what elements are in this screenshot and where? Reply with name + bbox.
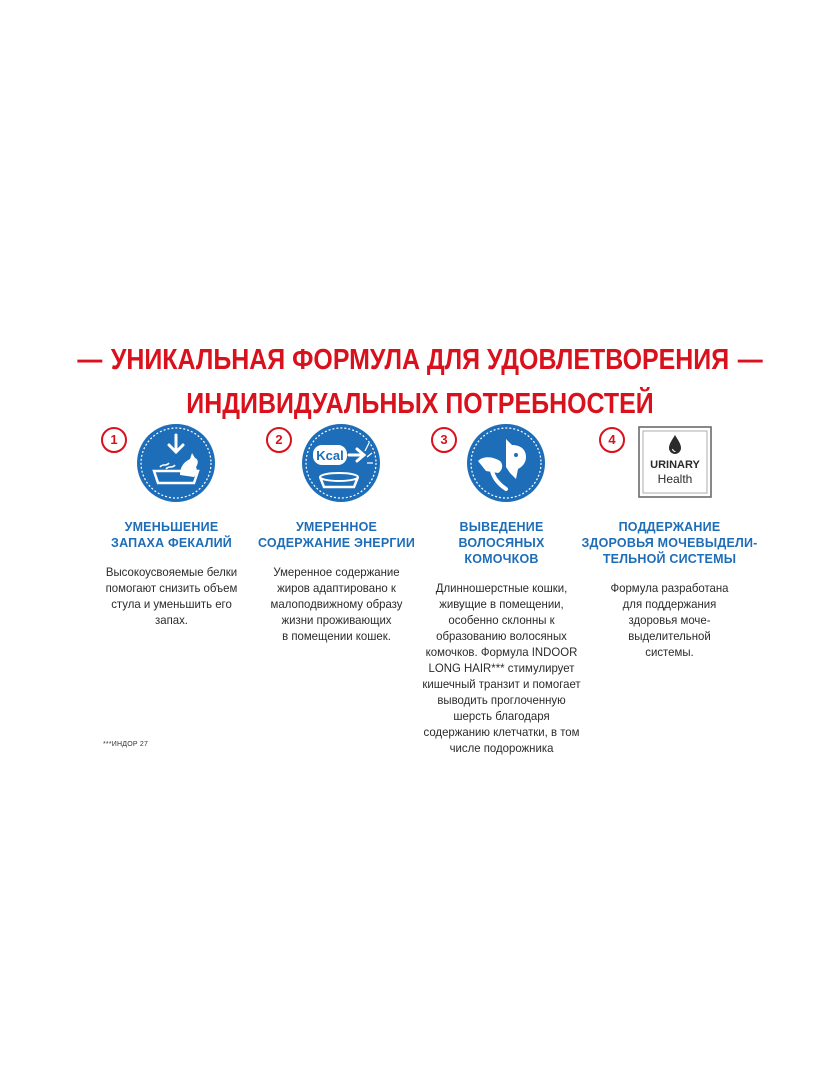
headline-dash-left: — — [77, 344, 103, 376]
feature-icon-row — [244, 423, 429, 507]
feature-hairball-elimination — [409, 423, 594, 756]
feature-description: Формула разработана для поддержания здоровья моче- выделительной системы. — [610, 581, 729, 659]
footnote: ***ИНДОР 27 — [103, 741, 149, 748]
kcal-bowl-icon — [301, 423, 381, 503]
health-label: Health — [657, 472, 693, 486]
headline-line-1 — [59, 338, 781, 382]
headline-line-2: ИНДИВИДУАЛЬНЫХ ПОТРЕБНОСТЕЙ — [186, 388, 654, 420]
feature-icon-row — [409, 423, 594, 507]
headline-text-1: УНИКАЛЬНАЯ ФОРМУЛА ДЛЯ УДОВЛЕТВОРЕНИЯ — [110, 344, 730, 376]
urinary-health-icon — [635, 423, 715, 503]
grooming-cat-icon — [466, 423, 546, 503]
headline — [59, 338, 781, 426]
feature-urinary-support — [577, 423, 762, 660]
feature-title: ПОДДЕРЖАНИЕ ЗДОРОВЬЯ МОЧЕВЫДЕЛИ- ТЕЛЬНОЙ СИСТЕМЫ — [581, 520, 758, 566]
kcal-label: Kcal — [316, 448, 344, 463]
feature-title: УМЕНЬШЕНИЕ ЗАПАХА ФЕКАЛИЙ — [111, 520, 232, 550]
feature-description: Умеренное содержание жиров адаптировано к малоподвижному образу жизни проживающих в помещении кошек. — [270, 565, 403, 643]
number-badge: 3 — [431, 427, 457, 453]
litter-box-cat-icon — [136, 423, 216, 503]
urinary-label: URINARY — [650, 459, 700, 471]
feature-description: Высокоусвояемые белки помогают снизить объем стула и уменьшить его запах. — [105, 565, 238, 627]
number-badge: 4 — [599, 427, 625, 453]
feature-icon-row — [577, 423, 762, 507]
feature-moderate-energy — [244, 423, 429, 644]
feature-odor-reduction — [79, 423, 264, 628]
feature-icon-row — [79, 423, 264, 507]
feature-title: УМЕРЕННОЕ СОДЕРЖАНИЕ ЭНЕРГИИ — [257, 520, 416, 550]
headline-dash-right: — — [737, 344, 763, 376]
feature-title: ВЫВЕДЕНИЕ ВОЛОСЯНЫХ КОМОЧКОВ — [458, 520, 545, 566]
number-badge: 1 — [101, 427, 127, 453]
feature-description: Длинношерстные кошки, живущие в помещении, особенно склонны к образованию волосяных комочков. Формула INDOOR LONG HAIR*** стимулирует кишечный транзит и помогает выводить проглоченную шерсть благодаря содержанию клетчатки, в том числе подорожника — [422, 581, 581, 755]
number-badge: 2 — [266, 427, 292, 453]
